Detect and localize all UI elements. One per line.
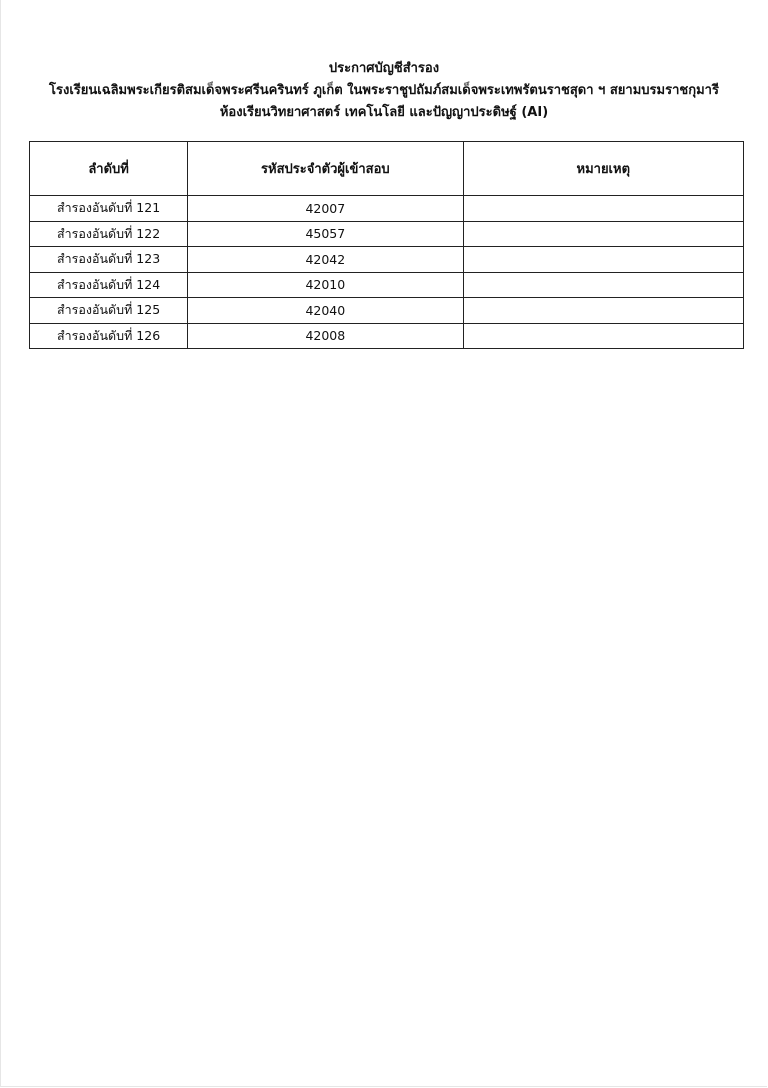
exam-code-cell: 42042 [188,247,463,273]
remarks-cell [463,298,743,324]
waitlist-table [29,141,744,349]
exam-code-cell: 45057 [188,221,463,247]
rank-cell: สำรองอันดับที่ 125 [30,298,188,324]
column-header-exam-code: รหัสประจำตัวผู้เข้าสอบ [188,142,463,196]
rank-cell: สำรองอันดับที่ 121 [30,196,188,222]
announcement-title: ประกาศบัญชีสำรอง [328,61,440,76]
remarks-cell [463,221,743,247]
table-row [30,272,744,298]
table-row [30,323,744,349]
school-name: โรงเรียนเฉลิมพระเกียรติสมเด็จพระศรีนครินทร์ ภูเก็ต ในพระราชูปถัมภ์สมเด็จพระเทพรัตนราชสุดา ฯ สยามบรมราชกุมารี [49,83,719,98]
remarks-cell [463,196,743,222]
table-header-row [30,142,744,196]
column-header-remarks: หมายเหตุ [463,142,743,196]
rank-cell: สำรองอันดับที่ 126 [30,323,188,349]
remarks-cell [463,323,743,349]
program-name: ห้องเรียนวิทยาศาสตร์ เทคโนโลยี และปัญญาประดิษฐ์ (AI) [219,105,549,120]
column-header-rank: ลำดับที่ [30,142,188,196]
table-row [30,221,744,247]
table-row [30,298,744,324]
table-row [30,247,744,273]
rank-cell: สำรองอันดับที่ 123 [30,247,188,273]
exam-code-cell: 42040 [188,298,463,324]
document-header [0,58,768,124]
exam-code-cell: 42010 [188,272,463,298]
table-row [30,196,744,222]
rank-cell: สำรองอันดับที่ 124 [30,272,188,298]
exam-code-cell: 42007 [188,196,463,222]
exam-code-cell: 42008 [188,323,463,349]
remarks-cell [463,272,743,298]
rank-cell: สำรองอันดับที่ 122 [30,221,188,247]
remarks-cell [463,247,743,273]
